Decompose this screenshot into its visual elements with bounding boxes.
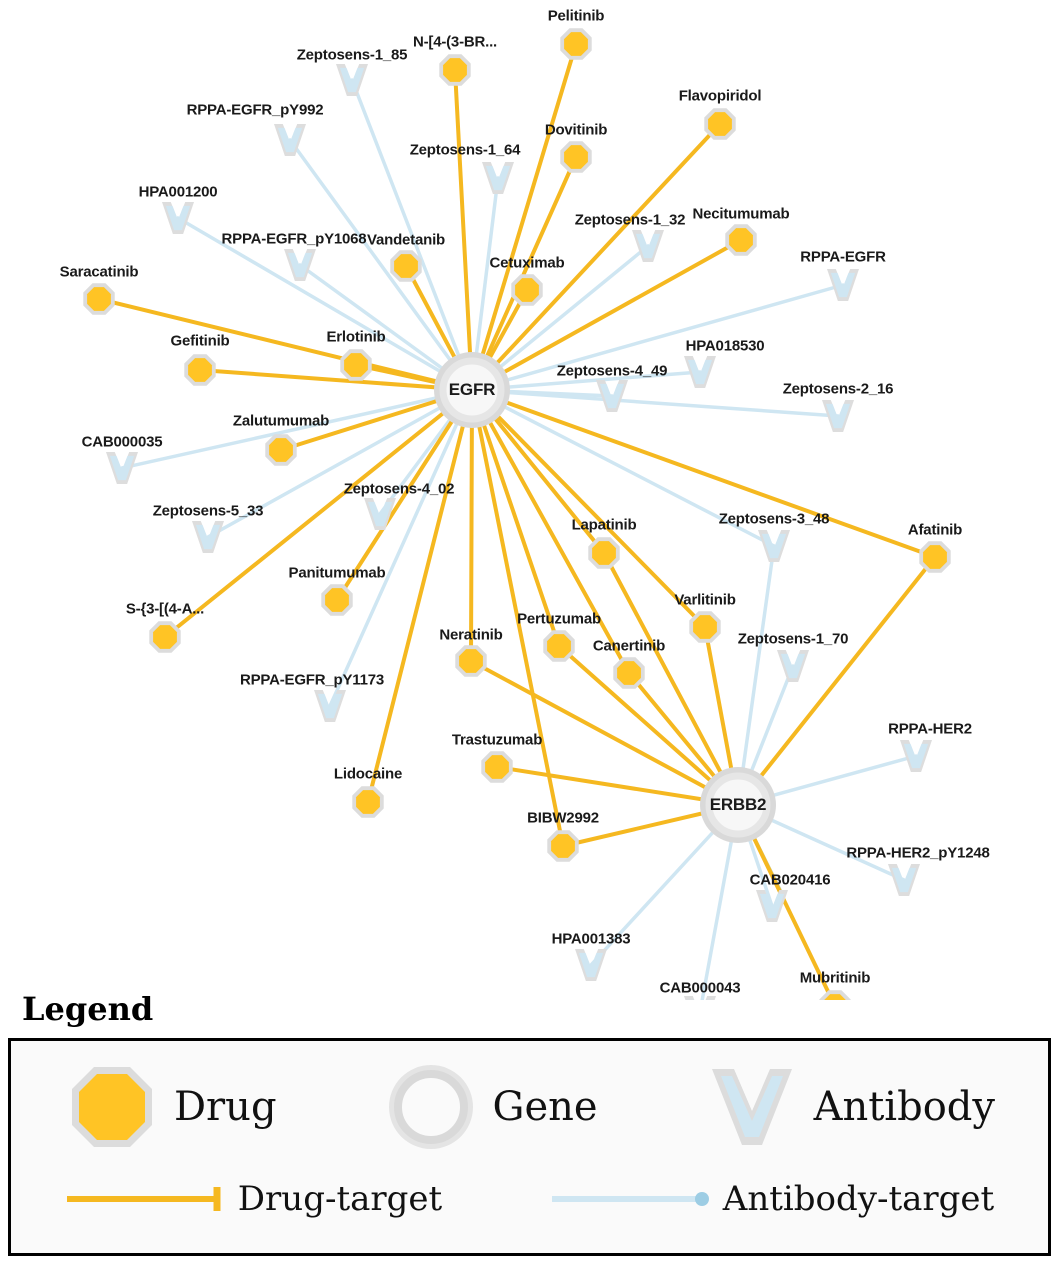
drug-label: Saracatinib xyxy=(59,263,139,281)
drug-node[interactable] xyxy=(352,786,383,817)
gene-label: ERBB2 xyxy=(709,795,767,814)
drug-node[interactable] xyxy=(613,657,644,688)
drug-node[interactable] xyxy=(149,621,180,652)
drug-label: Lidocaine xyxy=(333,765,403,783)
antibody-label: Zeptosens-5_33 xyxy=(152,502,264,520)
antibody-label: CAB000035 xyxy=(81,433,163,451)
drug-label: Trastuzumab xyxy=(451,731,543,749)
drug-node[interactable] xyxy=(543,630,574,661)
antibody-label: RPPA-HER2_pY1248 xyxy=(846,844,990,862)
antibody-label: RPPA-HER2 xyxy=(888,720,972,738)
drug-node[interactable] xyxy=(588,537,619,568)
legend-label-gene: Gene xyxy=(492,1084,598,1130)
antibody-label: RPPA-EGFR_pY1068 xyxy=(221,230,367,248)
antibody-label: Zeptosens-1_85 xyxy=(296,46,408,64)
legend-edge-label-drug: Drug-target xyxy=(237,1179,443,1219)
undefined xyxy=(471,390,472,661)
drug-node[interactable] xyxy=(455,645,486,676)
legend-box xyxy=(8,1038,1051,1256)
antibody-icon xyxy=(704,1059,800,1155)
legend-item-antibody xyxy=(704,1059,995,1155)
antibody-label: CAB000043 xyxy=(659,979,741,997)
antibody-label: RPPA-EGFR xyxy=(800,248,886,266)
drug-node[interactable] xyxy=(184,354,215,385)
legend-edge-antibody-target xyxy=(550,1179,994,1219)
antibody-label: Zeptosens-4_49 xyxy=(556,362,668,380)
drug-label: Lapatinib xyxy=(571,516,637,534)
antibody-label: RPPA-EGFR_pY1173 xyxy=(239,671,385,689)
antibody-label: Zeptosens-1_32 xyxy=(574,211,686,229)
drug-label: Vandetanib xyxy=(366,231,446,249)
drug-label: Afatinib xyxy=(907,521,963,539)
drug-label: BIBW2992 xyxy=(527,809,599,827)
drug-label: Pertuzumab xyxy=(517,610,601,628)
drug-label: S-{3-[(4-A... xyxy=(125,600,205,618)
drug-node[interactable] xyxy=(481,751,512,782)
drug-node[interactable] xyxy=(725,224,756,255)
drug-node[interactable] xyxy=(439,54,470,85)
drug-label: Mubritinib xyxy=(799,969,871,987)
undefined xyxy=(330,390,472,706)
antibody-label: RPPA-EGFR_pY992 xyxy=(186,101,324,119)
drug-node[interactable] xyxy=(704,108,735,139)
antibody-label: HPA001383 xyxy=(551,930,631,948)
antibody-target-edge-icon xyxy=(550,1184,715,1214)
drug-node[interactable] xyxy=(321,584,352,615)
gene-label: EGFR xyxy=(448,380,496,399)
legend-title: Legend xyxy=(22,990,154,1028)
drug-node[interactable] xyxy=(689,611,720,642)
antibody-label: HPA001200 xyxy=(138,183,218,201)
drug-node[interactable] xyxy=(340,349,371,380)
drug-label: Flavopiridol xyxy=(678,87,762,105)
drug-node[interactable] xyxy=(919,541,950,572)
gene-icon xyxy=(383,1059,479,1155)
drug-label: Zalutumumab xyxy=(232,412,330,430)
drug-icon xyxy=(64,1059,160,1155)
drug-label: Cetuximab xyxy=(489,254,565,272)
drug-node[interactable] xyxy=(511,274,542,305)
drug-node[interactable] xyxy=(547,830,578,861)
drug-label: Erlotinib xyxy=(326,328,386,346)
antibody-label: Zeptosens-4_02 xyxy=(343,480,455,498)
legend-label-antibody: Antibody xyxy=(813,1084,995,1130)
drug-label: Dovitinib xyxy=(544,121,608,139)
drug-node[interactable] xyxy=(560,141,591,172)
drug-node[interactable] xyxy=(265,434,296,465)
drug-label: Pelitinib xyxy=(547,7,605,25)
antibody-label: Zeptosens-3_48 xyxy=(718,510,830,528)
drug-node[interactable] xyxy=(390,250,421,281)
drug-target-edge-icon xyxy=(65,1184,230,1214)
drug-label: Varlitinib xyxy=(674,591,736,609)
legend-edge-label-antibody: Antibody-target xyxy=(722,1179,995,1219)
undefined xyxy=(472,44,576,390)
legend-edge-drug-target xyxy=(65,1179,442,1219)
drug-node[interactable] xyxy=(83,283,114,314)
drug-label: Panitumumab xyxy=(288,564,386,582)
antibody-label: Zeptosens-1_70 xyxy=(737,630,849,648)
legend xyxy=(8,990,1051,1256)
undefined xyxy=(455,70,472,390)
antibody-label: Zeptosens-1_64 xyxy=(409,141,521,159)
drug-label: Canertinib xyxy=(592,637,666,655)
drug-label: N-[4-(3-BR... xyxy=(412,33,498,51)
legend-label-drug: Drug xyxy=(173,1084,277,1130)
legend-item-gene xyxy=(383,1059,598,1155)
drug-label: Neratinib xyxy=(439,626,503,644)
drug-node[interactable] xyxy=(560,28,591,59)
undefined xyxy=(472,390,705,627)
antibody-label: Zeptosens-2_16 xyxy=(782,380,894,398)
drug-label: Gefitinib xyxy=(170,332,230,350)
antibody-label: CAB020416 xyxy=(749,871,831,889)
drug-label: Necitumumab xyxy=(692,205,790,223)
antibody-label: HPA018530 xyxy=(685,337,765,355)
legend-item-drug xyxy=(64,1059,277,1155)
